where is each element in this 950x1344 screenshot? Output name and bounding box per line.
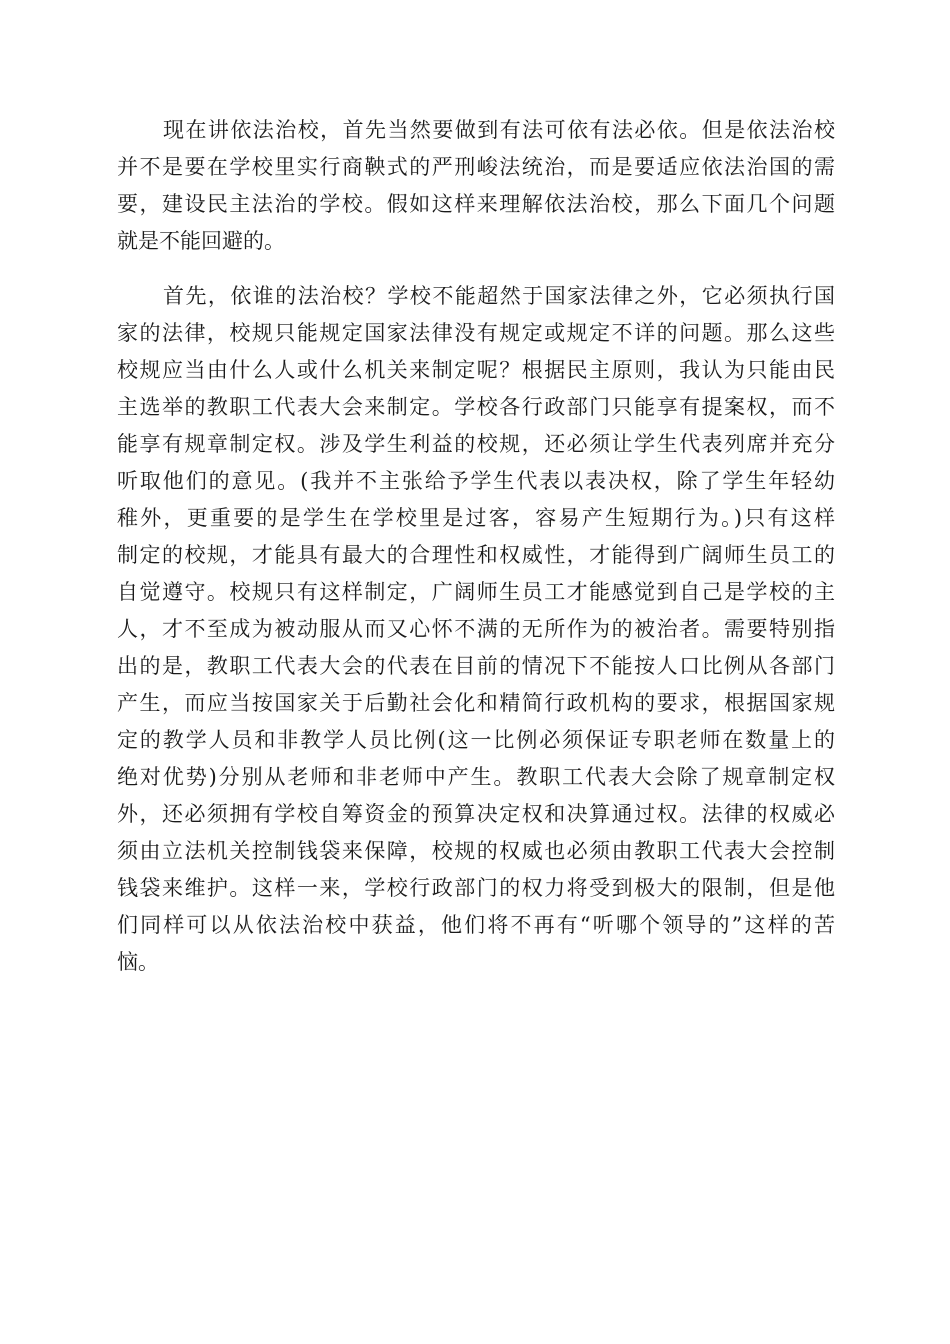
- paragraph-line: 们同样可以从依法治校中获益，他们将不再有“听哪个领导的”这样的苦: [117, 913, 835, 937]
- paragraph-line: 出的是，教职工代表大会的代表在目前的情况下不能按人口比例从各部门: [117, 654, 835, 678]
- paragraph-line: 能享有规章制定权。涉及学生利益的校规，还必须让学生代表列席并充分: [117, 432, 835, 456]
- paragraph-line: 现在讲依法治校，首先当然要做到有法可依有法必依。但是依法治校: [163, 118, 835, 142]
- paragraph-line: 制定的校规，才能具有最大的合理性和权威性，才能得到广阔师生员工的: [117, 543, 835, 567]
- paragraph-2: [117, 278, 835, 981]
- paragraph-line: 须由立法机关控制钱袋来保障，校规的权威也必须由教职工代表大会控制: [117, 839, 835, 863]
- paragraph-line: 首先，依谁的法治校？学校不能超然于国家法律之外，它必须执行国: [163, 284, 835, 308]
- paragraph-line: 产生，而应当按国家关于后勤社会化和精简行政机构的要求，根据国家规: [117, 691, 835, 715]
- paragraph-line: 主选举的教职工代表大会来制定。学校各行政部门只能享有提案权，而不: [117, 395, 835, 419]
- paragraph-line: 定的教学人员和非教学人员比例(这一比例必须保证专职老师在数量上的: [117, 728, 835, 752]
- paragraph-line: 校规应当由什么人或什么机关来制定呢？根据民主原则，我认为只能由民: [117, 358, 835, 382]
- paragraph-line: 钱袋来维护。这样一来，学校行政部门的权力将受到极大的限制，但是他: [117, 876, 835, 900]
- paragraph-line: 绝对优势)分别从老师和非老师中产生。教职工代表大会除了规章制定权: [117, 765, 835, 789]
- paragraph-line: 听取他们的意见。(我并不主张给予学生代表以表决权，除了学生年轻幼: [117, 469, 835, 493]
- paragraph-1: [117, 112, 835, 260]
- paragraph-line: 稚外，更重要的是学生在学校里是过客，容易产生短期行为。)只有这样: [117, 506, 835, 530]
- paragraph-line: 要，建设民主法治的学校。假如这样来理解依法治校，那么下面几个问题: [117, 192, 835, 216]
- paragraph-line: 自觉遵守。校规只有这样制定，广阔师生员工才能感觉到自己是学校的主: [117, 580, 835, 604]
- paragraph-line: 就是不能回避的。: [117, 229, 285, 253]
- paragraph-line: 人，才不至成为被动服从而又心怀不满的无所作为的被治者。需要特别指: [117, 617, 835, 641]
- paragraph-line: 恼。: [117, 950, 159, 974]
- paragraph-line: 外，还必须拥有学校自筹资金的预算决定权和决算通过权。法律的权威必: [117, 802, 835, 826]
- paragraph-line: 并不是要在学校里实行商鞅式的严刑峻法统治，而是要适应依法治国的需: [117, 155, 835, 179]
- paragraph-line: 家的法律，校规只能规定国家法律没有规定或规定不详的问题。那么这些: [117, 321, 835, 345]
